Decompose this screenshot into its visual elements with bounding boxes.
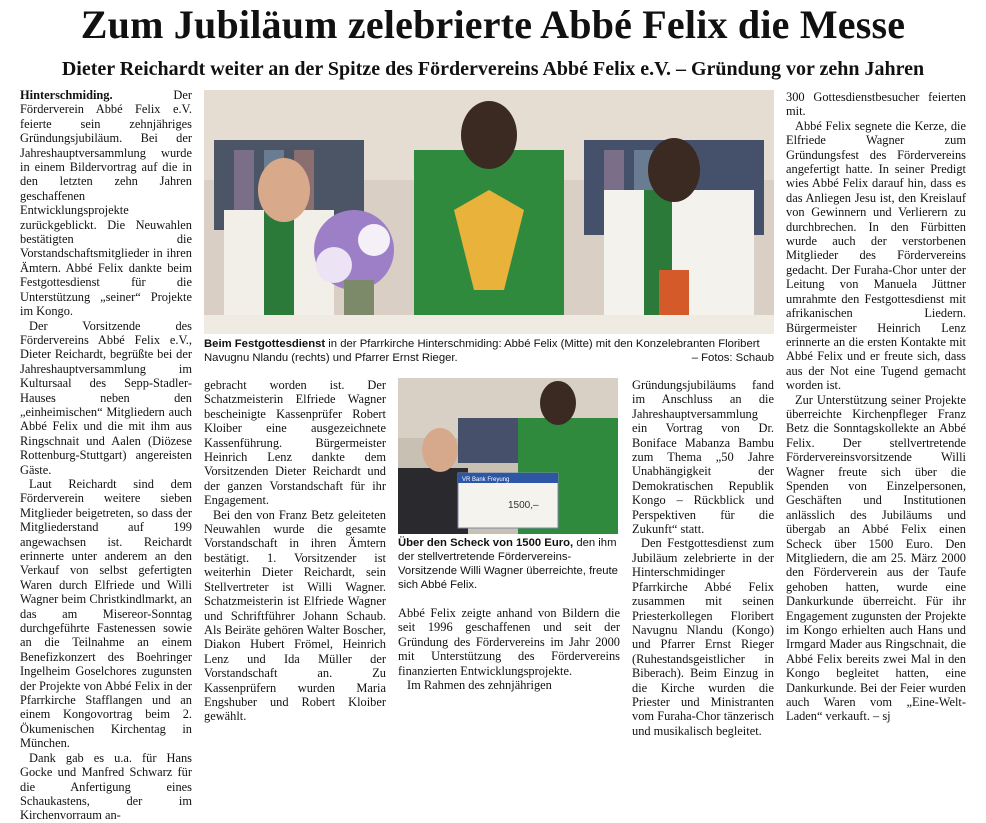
author-signature: – sj [873,709,891,724]
paragraph: Hinterschmiding. Der Förderverein Abbé Felix e.V. feierte sein zehnjähriges Gründungsjubiläum. Bei der Jahreshauptversammlung wurde in einem Bildervortrag auf die in den letzten zehn Jahren geschaffenen Entwicklungsprojekte zurückgeblickt. Die Neuwahlen bestätigten die Vorstandschaftsmitglieder in ihren Ämtern. Abbé Felix dankte beim Festgottesdienst für die Unterstützung „seiner“ Projekte im Kongo. [20,88,192,319]
cheque-amount: 1500,– [508,500,539,511]
caption-lead: Über den Scheck von 1500 Euro, [398,537,574,549]
cheque-bank: VR Bank Freyung [462,477,510,483]
paragraph: Der Vorsitzende des Fördervereins Abbé Felix e.V., Dieter Reichardt, begrüßte bei der Jahreshauptversammlung im Kultursaal des Sepp-Stadler-Hauses neben den „einheimischen“ Mitgliedern auch Abbé Felix und die mit ihm aus Ringschnait und Aalen (Diözese Rottenburg-Stuttgart) angereisten Gäste. [20,318,192,477]
article-column-4 [632,378,774,738]
cheque-photo-caption [398,536,620,592]
caption-lead: Beim Festgottesdienst [204,338,326,350]
caption-text: in der Pfarrkirche Hinterschmiding: Abbé Felix (Mitte) mit den Konzelebranten Floribert Navugnu Nlandu (rechts) und Pfarrer Ernst Rieger. [204,338,760,364]
article-column-2 [204,378,386,728]
paragraph: Gründungsjubiläums fand im Anschluss an die Jahreshauptversammlung ein Vortrag von Dr. Boniface Mabanza Bambu zum Thema „50 Jahre Unabhängigkeit der Demokratischen Republik Kongo – Rückblick und Perspektiven für die Zukunft“ statt. [632,378,774,537]
paragraph: Laut Reichardt sind dem Förderverein weitere sieben Mitglieder beigetreten, so dass der Mitgliederstand auf 199 angewachsen ist. Reichardt erinnerte unter anderem an den Verkauf von selbst gefertigten Waren durch Elfriede und Willi Wagner beim Christkindlmarkt, an das am Misereor-Sonntag durchgeführte Fastenessen sowie an die Teilnahme an einem Benefizkonzert des Boehringer Ingelheim Goselchores zugunsten der Projekte von Abbé Felix in der Pfarrkirche Stafflangen und an einem Kongovortrag beim 2. Ökumenischen Kirchentag in München. [20,476,192,751]
caption-text: den ihm der stellvertretende Fördervereins-Vorsitzende Willi Wagner überreichte, freute sich Abbé Felix. [398,537,618,591]
paragraph: Im Rahmen des zehnjährigen [407,678,552,693]
cheque-handover-photo [398,378,618,534]
paragraph: gebracht worden ist. Der Schatzmeisterin Elfriede Wagner bescheinigte Kassenprüfer Robert Kloiber eine ausgezeichnete Kassenführung. Bürgermeister Heinrich Lenz dankte dem Vorsitzenden Dieter Reichardt und der ganzen Vorstandschaft für ihr Engagement. [204,378,386,508]
article-column-3 [398,606,620,728]
dateline: Hinterschmiding. [20,88,113,102]
festgottesdienst-photo [204,90,774,334]
photo-credit: – Fotos: Schaub [691,352,774,364]
article-column-5 [786,90,966,730]
paragraph: Dank gab es u.a. für Hans Gocke und Manfred Schwarz für die Anfertigung eines Schaukastens, der im Kirchenvorraum an- [20,750,192,823]
main-photo-caption [204,337,774,365]
paragraph: 300 Gottesdienstbesucher feierten mit. [786,90,966,119]
subheadline: Dieter Reichardt weiter an der Spitze des Fördervereins Abbé Felix e.V. – Gründung vor zehn Jahren [61,58,925,80]
cheque-photo [398,378,618,534]
paragraph: Den Festgottesdienst zum Jubiläum zelebrierte in der Hinterschmidinger Pfarrkirche Abbé Felix zusammen mit seinen Priesterkollegen Floribert Navugnu Nlandu (Kongo) und Pfarrer Ernst Rieger (Ruhestandsgeistlicher in Biberach). Beim Einzug in die Kirche wurden die Priester und Ministranten vom Furaha-Chor tänzerisch und musikalisch begleitet. [632,536,774,738]
paragraph: Zur Unterstützung seiner Projekte überreichte Kirchenpfleger Franz Betz die Sonntagskollekte an Abbé Felix. Der stellvertretende Fördervereinsvorsitzende Willi Wagner freute sich über die Spenden von Einzelpersonen, Geschäften und Institutionen anlässlich des Jubiläums und übergab an Abbé Felix einen Scheck über 1500 Euro. Den Mitgliedern, die am 25. März 2000 den Förderverein aus der Taufe gehoben hatten, wurde eine Dankurkunde überreicht. Für ihr Engagement zugunsten der Projekte im Kongo erhielten auch Hans und Irmgard Mader aus Ringschnait, die Abbé Felix bereits zwei Mal in den Kongo begleitet hatten, eine Dankurkunde. Bei der Feier wurden auch Waren vom „Eine-Welt-Laden“ verkauft. – sj [786,392,966,724]
main-photo [204,90,774,334]
paragraph: Abbé Felix zeigte anhand von Bildern die seit 1996 geschaffenen und seit der Gründung des Fördervereins im Jahr 2000 mit Unterstützung des Fördervereins finanzierten Entwicklungsprojekte. [398,606,620,678]
paragraph: Bei den von Franz Betz geleiteten Neuwahlen wurde die gesamte Vorstandschaft in ihren Ämtern bestätigt. 1. Vorsitzender ist weiterhin Dieter Reichardt, sein Stellvertreter ist Willi Wagner. Schatzmeisterin ist Elfriede Wagner und Schriftführer Johann Schaub. Als Beiräte gehören Walter Boscher, Diakon Hubert Frömel, Heinrich Lenz und Ida Müller der Vorstandschaft an. Zu Kassenprüfern wurden Maria Engshuber und Robert Kloiber gewählt. [204,507,386,724]
paragraph: Abbé Felix segnete die Kerze, die Elfriede Wagner zum Gründungsfest des Fördervereins angefertigt hatte. In seiner Predigt wies Abbé Felix darauf hin, dass es das Anliegen Jesu ist, den Kreislauf von Gewinnern und Verlierern zu durchbrechen. In den Fürbitten wurde auch der verstorbenen Mitglieder des Fördervereins gedacht. Der Furaha-Chor unter der Leitung von Manuela Jüttner umrahmte den Festgottesdienst mit afrikanischen Liedern. Bürgermeister Heinrich Lenz erinnerte an die ersten Kontakte mit Abbé Felix und er freute sich, dass aus der Not eine Tugend gemacht worden ist. [786,118,966,393]
headline: Zum Jubiläum zelebrierte Abbé Felix die Messe [80,2,906,47]
article-column-1 [20,88,192,823]
